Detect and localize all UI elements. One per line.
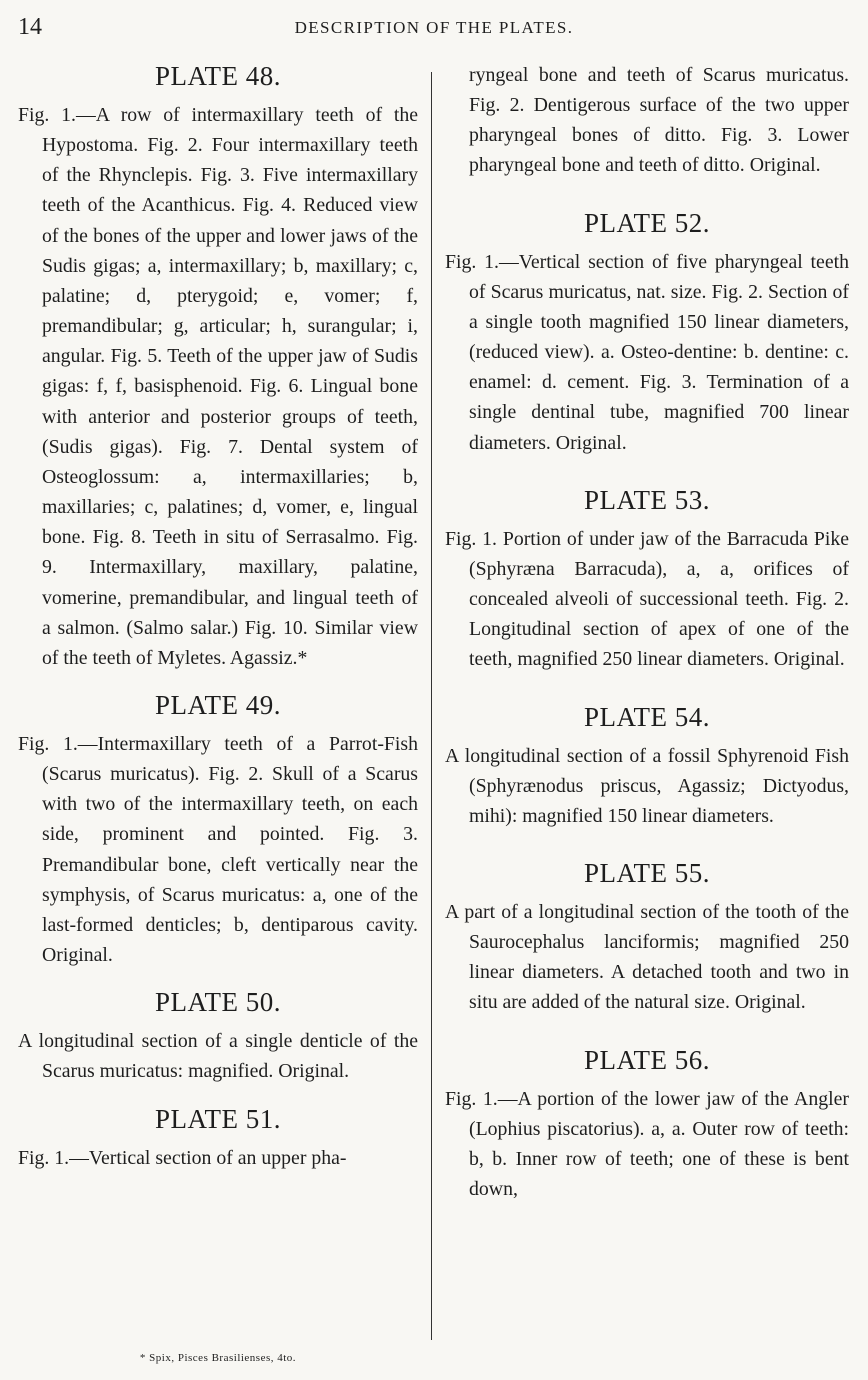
plate-48-description: Fig. 1.—A row of intermaxillary teeth of the Hypostoma. Fig. 2. Four intermaxillary teeth of the Rhynclepis. Fig. 3. Five intermaxillary teeth of the Acanthicus. Fig. 4. Reduced view of the bones of the upper and lower jaws of the Sudis gigas; a, intermaxillary; b, maxillary; c, palatine; d, pterygoid; e, vomer; f, premandibular; g, articular; h, surangular; i, angular. Fig. 5. Teeth of the upper jaw of Sudis gigas: f, f, basisphenoid. Fig. 6. Lingual bone with anterior and posterior groups of teeth, (Sudis gigas). Fig. 7. Dental system of Osteoglossum: a, intermaxillaries; b, maxillaries; c, palatines; d, vomer, e, lingual bone. Fig. 8. Teeth in situ of Serrasalmo. Fig. 9. Intermaxillary, maxillary, palatine, vomerine, premandibular, and lingual teeth of a salmon. (Salmo salar.) Fig. 10. Similar view of the teeth of Myletes. Agassiz.*	[18, 104, 418, 669]
plate-54-title: PLATE 54.	[584, 701, 710, 732]
plate-48-title: PLATE 48.	[155, 61, 281, 91]
plate-54-description: A longitudinal section of a fossil Sphyrenoid Fish (Sphyrænodus priscus, Agassiz; Dictyodus, mihi): magnified 150 linear diameters.	[445, 744, 849, 827]
plate-49-title: PLATE 49.	[155, 689, 281, 720]
plate-52-title: PLATE 52.	[584, 207, 710, 238]
plate-51-title: PLATE 51.	[155, 1103, 281, 1134]
plate-53-title: PLATE 53.	[584, 484, 710, 515]
plate-50-title: PLATE 50.	[155, 987, 281, 1018]
right-column	[445, 60, 849, 1204]
running-title: DESCRIPTION OF THE PLATES.	[294, 18, 574, 37]
plate-56-title: PLATE 56.	[584, 1044, 710, 1075]
footnote: * Spix, Pisces Brasilienses, 4to.	[139, 1352, 297, 1364]
plate-51-description-start: Fig. 1.—Vertical section of an upper pha-	[18, 1146, 347, 1169]
plate-49-description: Fig. 1.—Intermaxillary teeth of a Parrot-Fish (Scarus muricatus). Fig. 2. Skull of a Scarus with two of the intermaxillary teeth, on each side, prominent and pointed. Fig. 3. Premandibular bone, cleft vertically near the symphysis, of Scarus muricatus: a, one of the last-formed denticles; b, dentiparous cavity. Original.	[18, 732, 418, 967]
column-divider	[431, 72, 432, 1340]
plate-51-description-continued: ryngeal bone and teeth of Scarus muricatus. Fig. 2. Dentigerous surface of the two upper pharyngeal bones of ditto. Fig. 3. Lower pharyngeal bone and teeth of ditto. Original.	[469, 64, 849, 177]
page-header	[0, 14, 868, 44]
plate-53-description: Fig. 1. Portion of under jaw of the Barracuda Pike (Sphyræna Barracuda), a, a, orifices of concealed alveoli of successional teeth. Fig. 2. Longitudinal section of apex of one of the teeth, magnified 250 linear diameters. Original.	[445, 527, 849, 671]
page-number: 14	[18, 14, 42, 40]
left-column	[18, 58, 418, 1173]
plate-52-description: Fig. 1.—Vertical section of five pharyngeal teeth of Scarus muricatus, nat. size. Fig. 2. Section of a single tooth magnified 150 linear diameters, (reduced view). a. Osteo-dentine: b. dentine: c. enamel: d. cement. Fig. 3. Termination of a single dentinal tube, magnified 700 linear diameters. Original.	[445, 250, 849, 454]
plate-56-description: Fig. 1.—A portion of the lower jaw of the Angler (Lophius piscatorius). a, a. Outer row of teeth: b, b. Inner row of teeth; one of these is bent down,	[445, 1087, 849, 1201]
plate-50-description: A longitudinal section of a single denticle of the Scarus muricatus: magnified. Original.	[18, 1030, 418, 1083]
plate-55-title: PLATE 55.	[584, 857, 710, 888]
plate-55-description: A part of a longitudinal section of the tooth of the Saurocephalus lanciformis; magnified 250 linear diameters. A detached tooth and two in situ are added of the natural size. Original.	[445, 900, 849, 1014]
